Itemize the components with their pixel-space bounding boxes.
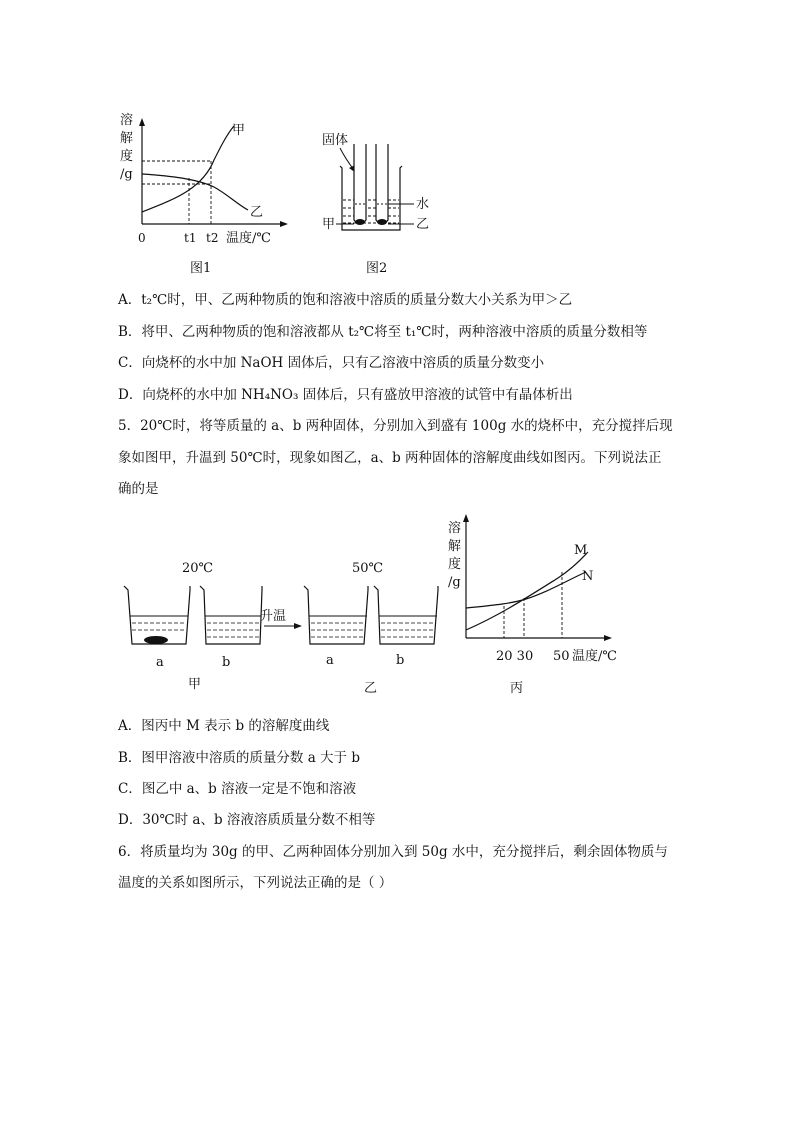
q5-chart-ylabel-2: 解 (448, 539, 462, 554)
fig1-origin: 0 (138, 231, 146, 245)
q4-option-d: D．向烧杯的水中加 NH₄NO₃ 固体后，只有盛放甲溶液的试管中有晶体析出 (118, 387, 573, 403)
q5-arrow-label: 升温 (260, 609, 287, 624)
q5-chart-xlabel: 温度/℃ (572, 649, 617, 664)
q5-chart-ylabel-4: /g (448, 575, 461, 590)
q5-chart-y-arrow (463, 514, 469, 522)
fig1-curve-jia (142, 126, 234, 212)
q5-stem-line-1: 5．20℃时，将等质量的 a、b 两种固体，分别加入到盛有 100g 水的烧杯中，充分搅拌后现 (118, 418, 673, 434)
q4-option-a: A．t₂℃时，甲、乙两种物质的饱和溶液中溶质的质量分数大小关系为甲＞乙 (118, 292, 573, 308)
q5-temp-50: 50℃ (352, 561, 384, 576)
fig2-solid-right (377, 219, 387, 225)
q5-chart-x-arrow (604, 635, 612, 641)
q5-option-b: B．图甲溶液中溶质的质量分数 a 大于 b (118, 750, 360, 766)
fig1-xlabel: 温度/℃ (226, 231, 271, 246)
fig2-beaker (340, 166, 402, 230)
q5-curve-m (466, 552, 588, 630)
fig1-caption: 图1 (190, 261, 212, 276)
fig1-tick-t2: t2 (206, 231, 219, 245)
fig1-label-yi: 乙 (250, 205, 264, 220)
fig1-ylabel-3: 度 (120, 149, 134, 164)
figure-1-solubility-chart (112, 112, 292, 282)
fig2-solid-label: 固体 (322, 133, 349, 148)
q5-beaker-a-20 (124, 586, 190, 644)
fig1-curve-yi (142, 174, 248, 210)
q4-option-b: B．将甲、乙两种物质的饱和溶液都从 t₂℃将至 t₁℃时，两种溶液中溶质的质量分数相等 (118, 324, 648, 340)
q5-label-b-2: b (396, 653, 405, 668)
fig2-tube-right (376, 144, 388, 224)
fig1-label-jia: 甲 (232, 123, 246, 138)
q5-option-a: A．图丙中 M 表示 b 的溶解度曲线 (118, 718, 330, 734)
q5-beaker-a-50 (304, 586, 368, 644)
q5-beaker-a-20-solid (144, 636, 168, 644)
fig1-x-arrow (280, 221, 288, 227)
q5-chart-ylabel-3: 度 (448, 557, 462, 572)
q6-stem-line-2: 温度的关系如图所示，下列说法正确的是（ ） (118, 875, 393, 891)
q5-chart-x50: 50 (553, 649, 570, 664)
q5-option-d: D．30℃时 a、b 溶液溶质质量分数不相等 (118, 812, 376, 828)
q5-curve-m-label: M (574, 543, 588, 558)
q5-curve-n-label: N (582, 569, 594, 584)
fig2-tube-left (354, 144, 366, 224)
fig2-right-label: 乙 (416, 217, 430, 232)
fig1-ylabel-1: 溶 (120, 113, 134, 128)
figure-2-beaker-diagram (318, 128, 448, 278)
fig1-y-arrow (139, 118, 145, 126)
q5-label-a-2: a (326, 653, 334, 668)
fig2-left-label: 甲 (322, 217, 336, 232)
q5-caption-bing: 丙 (510, 681, 524, 696)
fig2-solid-left (355, 219, 365, 225)
q5-caption-jia: 甲 (188, 677, 202, 692)
fig1-tick-t1: t1 (184, 231, 197, 245)
q5-label-b-1: b (222, 655, 231, 670)
q5-temp-20: 20℃ (182, 561, 214, 576)
q6-stem-line-1: 6．将质量均为 30g 的甲、乙两种固体分别加入到 50g 水中，充分搅拌后，剩余固体物质与 (118, 844, 668, 860)
q5-chart-xticks: 20 30 (496, 649, 534, 664)
q4-option-c: C．向烧杯的水中加 NaOH 固体后，只有乙溶液中溶质的质量分数变小 (118, 355, 545, 371)
q5-curve-n (466, 572, 586, 608)
fig2-caption: 图2 (366, 261, 388, 276)
fig1-ylabel-2: 解 (120, 131, 134, 146)
q5-chart-ylabel-1: 溶 (448, 521, 462, 536)
q5-label-a-1: a (156, 655, 164, 670)
fig1-ylabel-4: /g (120, 167, 133, 182)
q5-arrow-head (294, 623, 302, 629)
q5-stem-line-2: 象如图甲，升温到 50℃时，现象如图乙，a、b 两种固体的溶解度曲线如图丙。下列说法正 (118, 450, 662, 466)
q5-option-c: C．图乙中 a、b 溶液一定是不饱和溶液 (118, 781, 357, 797)
q5-beaker-b-20 (200, 586, 262, 644)
q5-stem-line-3: 确的是 (118, 481, 159, 497)
figure-q5-beakers-and-curves (118, 508, 628, 703)
q5-beaker-b-50 (374, 586, 438, 644)
fig2-water-label: 水 (416, 197, 430, 212)
q5-caption-yi: 乙 (364, 681, 378, 696)
